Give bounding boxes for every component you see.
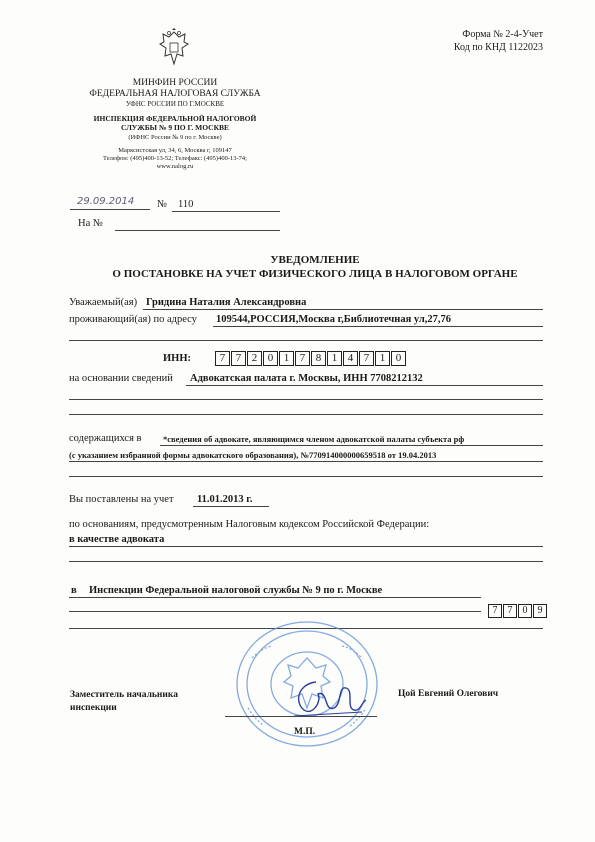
- in-label: в: [71, 585, 77, 596]
- reply-number-line: [115, 230, 280, 231]
- taxpayer-name: Гридина Наталия Александровна: [146, 297, 307, 308]
- code-digit: 7: [488, 604, 502, 618]
- dear-label: Уважаемый(ая): [69, 297, 138, 308]
- basis-line: [186, 385, 543, 386]
- grounds-value: в качестве адвоката: [69, 534, 165, 545]
- org-address: Марксистская ул, 34, 6, Москва г, 109147: [118, 147, 232, 154]
- code-digit: 7: [503, 604, 517, 618]
- inspection-line-2: [69, 611, 481, 612]
- contained-line-1: *сведения об адвокате, являющимся членом адвокатской палаты субъекта рф: [163, 434, 465, 444]
- inn-digit: 7: [231, 351, 246, 366]
- handwritten-signature: [288, 672, 368, 720]
- signatory-name: Цой Евгений Олегович: [398, 689, 499, 699]
- inn-digit: 4: [343, 351, 358, 366]
- name-line: [143, 309, 543, 310]
- registered-label: Вы поставлены на учет: [69, 494, 174, 505]
- inn-digit: 7: [295, 351, 310, 366]
- org-site: www.nalog.ru: [156, 163, 194, 170]
- inspection-name-2: СЛУЖБЫ № 9 ПО Г. МОСКВЕ: [120, 123, 230, 132]
- registered-date: 11.01.2013 г.: [197, 494, 253, 505]
- number-line: [172, 211, 280, 212]
- inn-label: ИНН:: [163, 353, 191, 364]
- address-line-2: [69, 340, 543, 341]
- position-line-1: Заместитель начальника: [70, 690, 178, 700]
- org-phones: Телефон: (495)400-13-52; Телефакс: (495)400-13-74;: [103, 155, 247, 162]
- inspection-value: Инспекции Федеральной налоговой службы № 9 по г. Москве: [89, 585, 383, 596]
- taxpayer-address: 109544,РОССИЯ,Москва г,Библиотечная ул,27,76: [216, 314, 452, 325]
- inn-digit: 0: [391, 351, 406, 366]
- position-line-2: инспекции: [70, 703, 117, 713]
- inn-digit: 1: [279, 351, 294, 366]
- knd-code: Код по КНД 1122023: [453, 42, 543, 53]
- contained-underline-3: [69, 476, 543, 477]
- contained-underline-1: [160, 445, 543, 446]
- signature-line: [225, 716, 377, 717]
- handwritten-date: 29.09.2014: [77, 196, 135, 207]
- document-title: [20, 253, 595, 281]
- inn-digit: 7: [359, 351, 374, 366]
- ufns-name: УФНС РОССИИ ПО Г.МОСКВЕ: [125, 100, 225, 108]
- basis-line-3: [69, 414, 543, 415]
- inn-digit: 2: [247, 351, 262, 366]
- inn-digit: 0: [263, 351, 278, 366]
- title-line-1: УВЕДОМЛЕНИЕ: [270, 254, 360, 266]
- inspection-name-1: ИНСПЕКЦИЯ ФЕДЕРАЛЬНОЙ НАЛОГОВОЙ: [93, 114, 257, 123]
- ministry-name: МИНФИН РОССИИ: [132, 78, 218, 88]
- inn-digit: 7: [215, 351, 230, 366]
- basis-label: на основании сведений: [69, 373, 173, 384]
- title-line-2: О ПОСТАНОВКЕ НА УЧЕТ ФИЗИЧЕСКОГО ЛИЦА В НАЛОГОВОМ ОРГАНЕ: [112, 268, 518, 280]
- inspection-line: [69, 597, 481, 598]
- residing-label: проживающий(ая) по адресу: [69, 314, 197, 325]
- contained-line-2: (с указанием избранной формы адвокатского образования), №770914000000659518 от 19.04.2013: [69, 450, 437, 460]
- contained-underline-2: [69, 461, 543, 462]
- form-code-block: [454, 28, 543, 54]
- tax-office-code-cells: [488, 604, 548, 618]
- service-name: ФЕДЕРАЛЬНАЯ НАЛОГОВАЯ СЛУЖБА: [89, 89, 261, 99]
- inn-digit: 1: [327, 351, 342, 366]
- inn-cells: [215, 351, 407, 366]
- reply-number-label: На №: [78, 218, 103, 229]
- basis-line-2: [69, 399, 543, 400]
- inn-digit: 8: [311, 351, 326, 366]
- contained-label: содержащихся в: [69, 433, 142, 444]
- form-number: Форма № 2-4-Учет: [462, 29, 543, 40]
- date-line: [70, 209, 150, 210]
- grounds-line: [69, 546, 543, 547]
- number-value: 110: [178, 199, 194, 210]
- code-digit: 9: [533, 604, 547, 618]
- code-digit: 0: [518, 604, 532, 618]
- seal-place-label: М.П.: [294, 727, 316, 737]
- coat-of-arms-icon: [157, 28, 191, 68]
- ifns-short: (ИФНС России № 9 по г. Москве): [128, 134, 222, 141]
- number-label: №: [157, 199, 168, 210]
- signatory-position: [70, 689, 178, 715]
- organization-block: [70, 78, 280, 171]
- grounds-line-2: [69, 561, 543, 562]
- grounds-label: по основаниям, предусмотренным Налоговым кодексом Российской Федерации:: [69, 519, 430, 530]
- registered-line: [193, 506, 269, 507]
- inn-digit: 1: [375, 351, 390, 366]
- basis-value: Адвокатская палата г. Москвы, ИНН 7708212132: [190, 373, 423, 384]
- address-line: [213, 326, 543, 327]
